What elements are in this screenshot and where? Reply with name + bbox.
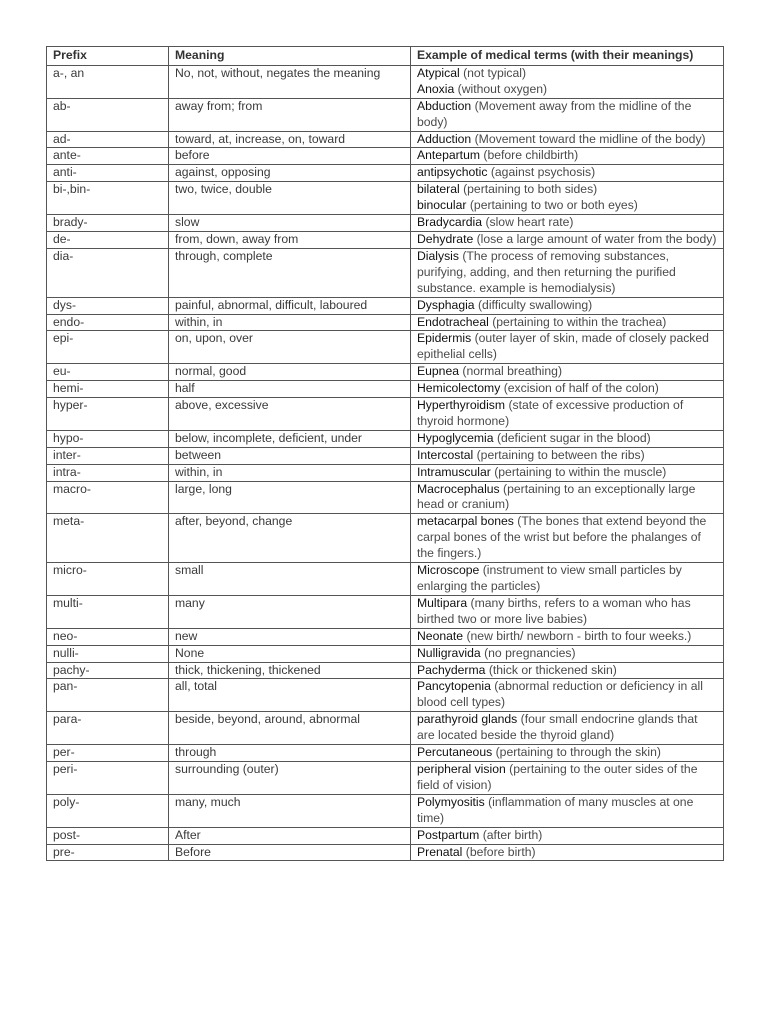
table-row xyxy=(47,165,724,182)
table-row xyxy=(47,447,724,464)
document-page xyxy=(46,46,723,861)
example-description: (without oxygen) xyxy=(457,81,548,96)
example-entry xyxy=(417,298,717,314)
meaning-cell: below, incomplete, deficient, under xyxy=(169,430,411,447)
example-term: Intramuscular xyxy=(417,464,491,479)
example-term: bilateral xyxy=(417,182,460,197)
example-entry xyxy=(417,629,717,645)
example-description: (four small endocrine glands that are located beside the thyroid gland) xyxy=(417,712,698,743)
meaning-cell: through xyxy=(169,745,411,762)
example-description: (against psychosis) xyxy=(490,165,596,180)
example-entry xyxy=(417,364,717,380)
meaning-cell: No, not, without, negates the meaning xyxy=(169,65,411,98)
example-term: Hypoglycemia xyxy=(417,430,494,445)
meaning-cell: large, long xyxy=(169,481,411,514)
example-description: (deficient sugar in the blood) xyxy=(496,430,651,445)
example-cell xyxy=(411,314,724,331)
example-entry xyxy=(417,198,717,214)
table-row xyxy=(47,481,724,514)
meaning-cell: above, excessive xyxy=(169,398,411,431)
example-term: Dehydrate xyxy=(417,231,474,246)
table-row xyxy=(47,131,724,148)
meaning-cell: Before xyxy=(169,844,411,861)
prefix-cell: pachy- xyxy=(47,662,169,679)
table-row xyxy=(47,827,724,844)
example-cell xyxy=(411,679,724,712)
header-meaning: Meaning xyxy=(169,47,411,66)
example-term: Intercostal xyxy=(417,447,474,462)
meaning-cell: beside, beyond, around, abnormal xyxy=(169,712,411,745)
example-cell xyxy=(411,148,724,165)
meaning-cell: all, total xyxy=(169,679,411,712)
table-row xyxy=(47,248,724,297)
prefix-cell: inter- xyxy=(47,447,169,464)
example-description: (state of excessive production of thyroid hormone) xyxy=(417,398,684,428)
example-description: (new birth/ newborn - birth to four weeks.) xyxy=(466,628,692,643)
example-entry xyxy=(417,563,717,595)
prefix-cell: poly- xyxy=(47,794,169,827)
meaning-cell: normal, good xyxy=(169,364,411,381)
example-description: (not typical) xyxy=(463,65,527,80)
example-cell xyxy=(411,662,724,679)
example-term: Multipara xyxy=(417,595,468,610)
prefix-cell: per- xyxy=(47,745,169,762)
table-row xyxy=(47,844,724,861)
prefix-cell: epi- xyxy=(47,331,169,364)
example-term: metacarpal bones xyxy=(417,514,514,529)
example-entry xyxy=(417,845,717,861)
prefix-cell: nulli- xyxy=(47,645,169,662)
table-row xyxy=(47,364,724,381)
example-cell xyxy=(411,430,724,447)
example-description: (after birth) xyxy=(482,827,543,842)
example-term: Eupnea xyxy=(417,364,460,379)
example-term: Prenatal xyxy=(417,844,463,859)
example-entry xyxy=(417,482,717,514)
example-entry xyxy=(417,663,717,679)
prefix-cell: intra- xyxy=(47,464,169,481)
meaning-cell: None xyxy=(169,645,411,662)
prefix-cell: ante- xyxy=(47,148,169,165)
example-term: Epidermis xyxy=(417,331,472,346)
example-term: Atypical xyxy=(417,65,460,80)
example-cell xyxy=(411,248,724,297)
meaning-cell: small xyxy=(169,563,411,596)
example-cell xyxy=(411,364,724,381)
example-entry xyxy=(417,82,717,98)
example-cell xyxy=(411,182,724,215)
example-entry xyxy=(417,795,717,827)
table-row xyxy=(47,331,724,364)
example-cell xyxy=(411,297,724,314)
example-entry xyxy=(417,828,717,844)
table-body xyxy=(47,65,724,861)
table-row xyxy=(47,794,724,827)
example-description: (instrument to view small particles by enlarging the particles) xyxy=(417,563,682,593)
example-entry xyxy=(417,762,717,794)
example-cell xyxy=(411,827,724,844)
example-cell xyxy=(411,447,724,464)
example-term: Macrocephalus xyxy=(417,481,500,496)
table-header xyxy=(47,47,724,66)
meaning-cell: from, down, away from xyxy=(169,231,411,248)
example-cell xyxy=(411,381,724,398)
example-entry xyxy=(417,712,717,744)
example-term: parathyroid glands xyxy=(417,712,518,727)
table-row xyxy=(47,182,724,215)
example-term: Dialysis xyxy=(417,248,459,263)
meaning-cell: toward, at, increase, on, toward xyxy=(169,131,411,148)
example-description: (abnormal reduction or deficiency in all blood cell types) xyxy=(417,679,703,710)
example-description: (difficulty swallowing) xyxy=(477,297,593,312)
table-row xyxy=(47,98,724,131)
example-entry xyxy=(417,465,717,481)
prefix-cell: de- xyxy=(47,231,169,248)
meaning-cell: half xyxy=(169,381,411,398)
header-example: Example of medical terms (with their meanings) xyxy=(411,47,724,66)
meaning-cell: after, beyond, change xyxy=(169,514,411,563)
example-description: (pertaining to between the ribs) xyxy=(476,447,645,462)
example-term: Adduction xyxy=(417,131,472,146)
meaning-cell: After xyxy=(169,827,411,844)
example-cell xyxy=(411,398,724,431)
meaning-cell: thick, thickening, thickened xyxy=(169,662,411,679)
example-term: Hemicolectomy xyxy=(417,381,501,396)
example-description: (pertaining to within the muscle) xyxy=(494,464,667,479)
example-cell xyxy=(411,165,724,182)
example-description: (before childbirth) xyxy=(483,148,579,163)
example-entry xyxy=(417,514,717,562)
example-cell xyxy=(411,98,724,131)
example-term: Anoxia xyxy=(417,81,455,96)
example-cell xyxy=(411,745,724,762)
table-row xyxy=(47,398,724,431)
example-cell xyxy=(411,645,724,662)
meaning-cell: many xyxy=(169,595,411,628)
prefix-cell: meta- xyxy=(47,514,169,563)
meaning-cell: within, in xyxy=(169,464,411,481)
example-term: binocular xyxy=(417,198,467,213)
prefix-cell: hyper- xyxy=(47,398,169,431)
example-description: (pertaining to an exceptionally large head or cranium) xyxy=(417,481,696,512)
example-term: Polymyositis xyxy=(417,794,485,809)
example-term: Postpartum xyxy=(417,827,480,842)
example-description: (no pregnancies) xyxy=(484,645,576,660)
header-row xyxy=(47,47,724,66)
example-entry xyxy=(417,215,717,231)
prefix-cell: a-, an xyxy=(47,65,169,98)
prefix-cell: para- xyxy=(47,712,169,745)
prefix-cell: eu- xyxy=(47,364,169,381)
prefix-cell: ad- xyxy=(47,131,169,148)
example-entry xyxy=(417,232,717,248)
example-cell xyxy=(411,712,724,745)
prefix-cell: bi-,bin- xyxy=(47,182,169,215)
example-cell xyxy=(411,65,724,98)
table-row xyxy=(47,514,724,563)
prefix-cell: hypo- xyxy=(47,430,169,447)
table-row xyxy=(47,381,724,398)
prefix-cell: hemi- xyxy=(47,381,169,398)
meaning-cell: between xyxy=(169,447,411,464)
example-cell xyxy=(411,331,724,364)
table-row xyxy=(47,65,724,98)
example-term: peripheral vision xyxy=(417,761,506,776)
example-description: (thick or thickened skin) xyxy=(488,662,617,677)
prefix-cell: multi- xyxy=(47,595,169,628)
example-term: Pancytopenia xyxy=(417,679,491,694)
example-entry xyxy=(417,182,717,198)
prefix-cell: pre- xyxy=(47,844,169,861)
example-description: (lose a large amount of water from the body) xyxy=(476,231,717,246)
example-description: (normal breathing) xyxy=(462,364,562,379)
example-description: (The bones that extend beyond the carpal bones of the wrist but before the phalanges of the fingers.) xyxy=(417,514,707,561)
example-term: Antepartum xyxy=(417,148,481,163)
example-cell xyxy=(411,794,724,827)
table-row xyxy=(47,430,724,447)
example-description: (inflammation of many muscles at one time) xyxy=(417,794,694,825)
meaning-cell: on, upon, over xyxy=(169,331,411,364)
prefix-cell: anti- xyxy=(47,165,169,182)
example-cell xyxy=(411,844,724,861)
table-row xyxy=(47,314,724,331)
meaning-cell: painful, abnormal, difficult, laboured xyxy=(169,297,411,314)
example-entry xyxy=(417,431,717,447)
header-prefix: Prefix xyxy=(47,47,169,66)
meaning-cell: against, opposing xyxy=(169,165,411,182)
example-entry xyxy=(417,132,717,148)
example-entry xyxy=(417,679,717,711)
meaning-cell: within, in xyxy=(169,314,411,331)
example-entry xyxy=(417,165,717,181)
example-entry xyxy=(417,398,717,430)
example-description: (before birth) xyxy=(465,844,536,859)
table-row xyxy=(47,464,724,481)
example-description: (many births, refers to a woman who has birthed two or more live babies) xyxy=(417,595,691,626)
table-row xyxy=(47,628,724,645)
example-term: Endotracheal xyxy=(417,314,489,329)
prefix-cell: dys- xyxy=(47,297,169,314)
prefix-cell: peri- xyxy=(47,761,169,794)
example-entry xyxy=(417,745,717,761)
example-description: (Movement toward the midline of the body) xyxy=(474,131,706,146)
meaning-cell: away from; from xyxy=(169,98,411,131)
example-description: (excision of half of the colon) xyxy=(503,381,659,396)
example-cell xyxy=(411,215,724,232)
example-term: Pachyderma xyxy=(417,662,486,677)
meaning-cell: many, much xyxy=(169,794,411,827)
meaning-cell: two, twice, double xyxy=(169,182,411,215)
meaning-cell: surrounding (outer) xyxy=(169,761,411,794)
example-cell xyxy=(411,231,724,248)
example-description: (The process of removing substances, purifying, adding, and then returning the purified substance. example is hemodialysis) xyxy=(417,248,676,295)
table-row xyxy=(47,662,724,679)
example-cell xyxy=(411,761,724,794)
example-description: (outer layer of skin, made of closely packed epithelial cells) xyxy=(417,331,709,362)
table-row xyxy=(47,712,724,745)
prefix-cell: ab- xyxy=(47,98,169,131)
example-term: Abduction xyxy=(417,98,472,113)
medical-prefix-table xyxy=(46,46,724,861)
table-row xyxy=(47,595,724,628)
example-cell xyxy=(411,563,724,596)
meaning-cell: before xyxy=(169,148,411,165)
example-entry xyxy=(417,646,717,662)
example-cell xyxy=(411,481,724,514)
prefix-cell: neo- xyxy=(47,628,169,645)
example-term: Microscope xyxy=(417,563,480,578)
prefix-cell: pan- xyxy=(47,679,169,712)
table-row xyxy=(47,215,724,232)
prefix-cell: endo- xyxy=(47,314,169,331)
meaning-cell: through, complete xyxy=(169,248,411,297)
example-term: Neonate xyxy=(417,628,464,643)
prefix-cell: micro- xyxy=(47,563,169,596)
example-term: antipsychotic xyxy=(417,165,488,180)
example-description: (slow heart rate) xyxy=(485,215,574,230)
table-row xyxy=(47,231,724,248)
example-term: Percutaneous xyxy=(417,745,493,760)
example-entry xyxy=(417,596,717,628)
example-description: (pertaining to both sides) xyxy=(463,182,598,197)
table-row xyxy=(47,297,724,314)
table-row xyxy=(47,679,724,712)
example-entry xyxy=(417,315,717,331)
example-entry xyxy=(417,66,717,82)
example-description: (pertaining to through the skin) xyxy=(495,745,661,760)
example-term: Dysphagia xyxy=(417,297,475,312)
example-description: (pertaining to two or both eyes) xyxy=(469,198,638,213)
prefix-cell: brady- xyxy=(47,215,169,232)
example-cell xyxy=(411,595,724,628)
prefix-cell: macro- xyxy=(47,481,169,514)
table-row xyxy=(47,563,724,596)
example-entry xyxy=(417,448,717,464)
example-cell xyxy=(411,514,724,563)
example-entry xyxy=(417,381,717,397)
prefix-cell: dia- xyxy=(47,248,169,297)
table-row xyxy=(47,645,724,662)
prefix-cell: post- xyxy=(47,827,169,844)
example-term: Nulligravida xyxy=(417,645,481,660)
example-cell xyxy=(411,628,724,645)
example-entry xyxy=(417,331,717,363)
meaning-cell: slow xyxy=(169,215,411,232)
table-row xyxy=(47,148,724,165)
table-row xyxy=(47,761,724,794)
example-description: (pertaining to the outer sides of the field of vision) xyxy=(417,761,698,792)
example-entry xyxy=(417,99,717,131)
example-entry xyxy=(417,148,717,164)
example-cell xyxy=(411,464,724,481)
table-row xyxy=(47,745,724,762)
example-term: Bradycardia xyxy=(417,215,483,230)
meaning-cell: new xyxy=(169,628,411,645)
example-description: (Movement away from the midline of the body) xyxy=(417,98,692,129)
example-term: Hyperthyroidism xyxy=(417,398,506,413)
example-cell xyxy=(411,131,724,148)
example-description: (pertaining to within the trachea) xyxy=(492,314,667,329)
example-entry xyxy=(417,249,717,297)
